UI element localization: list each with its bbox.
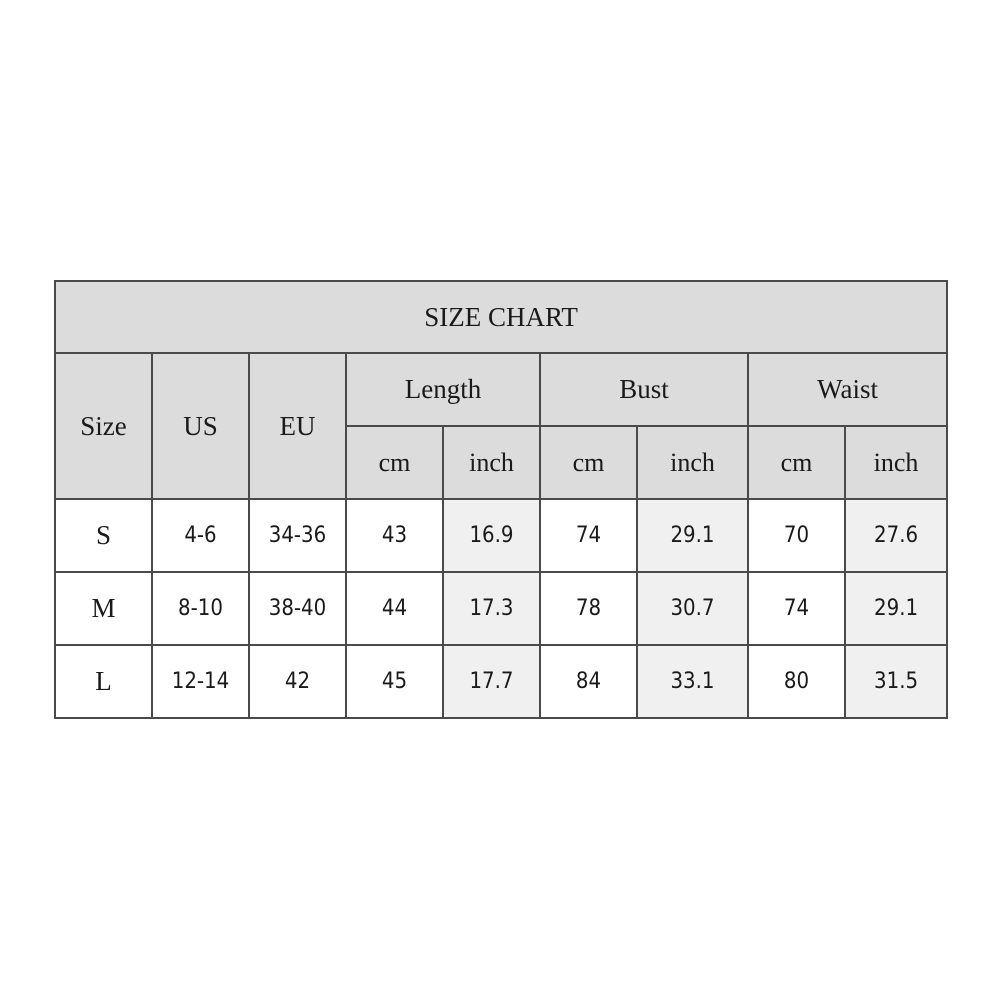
row-waist-inch: 27.6 (845, 499, 947, 572)
row-eu: 34-36 (249, 499, 346, 572)
row-bust-cm: 84 (540, 645, 637, 718)
row-length-cm: 44 (346, 572, 443, 645)
header-size: Size (55, 353, 152, 499)
row-waist-cm: 74 (748, 572, 845, 645)
row-length-inch: 16.9 (443, 499, 540, 572)
row-length-inch: 17.7 (443, 645, 540, 718)
row-bust-cm: 78 (540, 572, 637, 645)
row-size: S (55, 499, 152, 572)
row-bust-inch: 33.1 (637, 645, 748, 718)
row-size: M (55, 572, 152, 645)
row-eu: 38-40 (249, 572, 346, 645)
waist-cm-unit: cm (748, 426, 845, 499)
row-length-cm: 43 (346, 499, 443, 572)
table-row (55, 499, 947, 572)
row-length-cm: 45 (346, 645, 443, 718)
row-length-inch: 17.3 (443, 572, 540, 645)
row-waist-inch: 29.1 (845, 572, 947, 645)
row-bust-inch: 29.1 (637, 499, 748, 572)
header-length: Length (346, 353, 540, 426)
row-us: 12-14 (152, 645, 249, 718)
row-waist-cm: 70 (748, 499, 845, 572)
bust-cm-unit: cm (540, 426, 637, 499)
row-waist-inch: 31.5 (845, 645, 947, 718)
row-us: 4-6 (152, 499, 249, 572)
header-us: US (152, 353, 249, 499)
bust-inch-unit: inch (637, 426, 748, 499)
row-eu: 42 (249, 645, 346, 718)
row-bust-inch: 30.7 (637, 572, 748, 645)
length-cm-unit: cm (346, 426, 443, 499)
header-waist: Waist (748, 353, 947, 426)
row-waist-cm: 80 (748, 645, 845, 718)
row-size: L (55, 645, 152, 718)
length-inch-unit: inch (443, 426, 540, 499)
header-bust: Bust (540, 353, 748, 426)
table-row (55, 645, 947, 718)
chart-title: SIZE CHART (55, 281, 947, 353)
size-chart-table (54, 280, 948, 719)
row-bust-cm: 74 (540, 499, 637, 572)
waist-inch-unit: inch (845, 426, 947, 499)
table-row (55, 572, 947, 645)
header-eu: EU (249, 353, 346, 499)
row-us: 8-10 (152, 572, 249, 645)
